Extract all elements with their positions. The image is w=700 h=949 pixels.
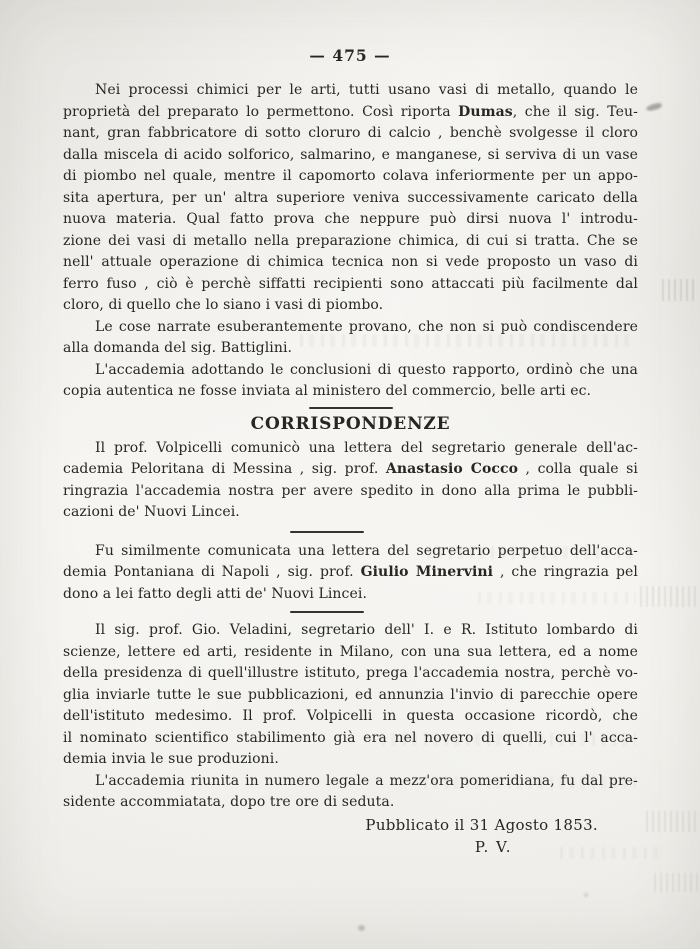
text-line: L'accademia adottando le conclusioni di questo rapporto, ordinò che una bbox=[95, 361, 638, 378]
text-line: cazioni de' Nuovi Lincei. bbox=[63, 504, 240, 520]
author-initials: P. V. bbox=[474, 837, 512, 856]
text-line: dono a lei fatto degli atti de' Nuovi Lincei. bbox=[63, 585, 367, 602]
text-line: di piombo nel quale, mentre il capomorto colava inferiormente per un appo- bbox=[63, 168, 638, 184]
paragraph-1 bbox=[63, 80, 638, 317]
text-line: sita apertura, per un' altra superiore veniva successivamente caricato della bbox=[63, 189, 638, 206]
text-line: ringrazia l'accademia nostra per avere spedito in dono alla prima le pubbli- bbox=[63, 482, 638, 499]
text-line: sidente accommiatata, dopo tre ore di seduta. bbox=[63, 794, 395, 810]
text-line: il nominato scientifico stabilimento già era nel novero di quelli, cui l' acca- bbox=[63, 729, 638, 746]
text-line: copia autentica ne fosse inviata al ministero del commercio, belle arti ec. bbox=[63, 383, 592, 399]
text-line: nant, gran fabbricatore di sotto cloruro di calcio , benchè svolgesse il cloro bbox=[63, 125, 638, 141]
ink-smudge bbox=[646, 102, 663, 112]
paragraph-4 bbox=[63, 438, 638, 524]
text-line: cademia Peloritana di Messina , sig. prof. Anastasio Cocco , colla quale si bbox=[63, 461, 639, 477]
section-heading: CORRISPONDENZE bbox=[250, 413, 451, 434]
text-line: Nei processi chimici per le arti, tutti usano vasi di metallo, quando le bbox=[95, 82, 638, 98]
text-line: Il prof. Volpicelli comunicò una lettera del segretario generale dell'ac- bbox=[95, 439, 638, 456]
paragraph-6 bbox=[63, 620, 638, 771]
publication-date: Pubblicato il 31 Agosto 1853. bbox=[365, 815, 598, 834]
scan-artifact bbox=[646, 811, 698, 832]
text-line: nell' attuale operazione di chimica tecnica non si vede proposto un vaso di bbox=[63, 254, 638, 270]
scan-artifact bbox=[662, 279, 698, 301]
text-line: dalla miscela di acido solforico, salmarino, e manganese, si serviva di un vase bbox=[63, 146, 638, 163]
text-line: alla domanda del sig. Battiglini. bbox=[63, 340, 293, 356]
text-line: Il sig. prof. Gio. Veladini, segretario dell' I. e R. Istituto lombardo di bbox=[95, 622, 638, 638]
section-divider bbox=[309, 407, 393, 409]
scan-artifact bbox=[584, 893, 588, 897]
text-line: L'accademia riunita in numero legale a mezz'ora pomeridiana, fu dal pre- bbox=[95, 772, 638, 789]
paragraph-2 bbox=[63, 317, 638, 360]
page-content bbox=[63, 80, 638, 858]
scan-artifact bbox=[640, 586, 698, 607]
text-line: della presidenza di quell'illustre istituto, prega l'accademia nostra, perchè vo- bbox=[63, 665, 638, 681]
scan-artifact bbox=[358, 925, 365, 931]
text-line: nuova materia. Qual fatto prova che neppure può dirsi nuova l' introdu- bbox=[63, 211, 638, 227]
section-divider bbox=[290, 531, 364, 533]
text-line: glia inviarle tutte le sue pubblicazioni, ed annunzia l'invio di parecchie opere bbox=[63, 686, 638, 703]
page-number: — 475 — bbox=[309, 46, 391, 65]
text-line: dell'istituto medesimo. Il prof. Volpicelli in questa occasione ricordò, che bbox=[63, 708, 638, 724]
text-line: Fu similmente comunicata una lettera del segretario perpetuo dell'acca- bbox=[95, 542, 638, 559]
text-line: demia Pontaniana di Napoli , sig. prof. Giulio Minervini , che ringrazia pel bbox=[63, 564, 638, 580]
text-line: scienze, lettere ed arti, residente in Milano, con una sua lettera, ed a nome bbox=[63, 643, 638, 660]
text-line: Le cose narrate esuberantemente provano, che non si può condiscendere bbox=[95, 318, 638, 335]
text-line: cloro, di quello che lo siano i vasi di piombo. bbox=[63, 297, 384, 313]
text-line: demia invia le sue produzioni. bbox=[63, 751, 279, 767]
paragraph-3 bbox=[63, 360, 638, 403]
text-line: proprietà del preparato lo permettono. Così riporta Dumas, che il sig. Teu- bbox=[63, 103, 638, 120]
scan-artifact bbox=[654, 873, 698, 892]
text-line: ferro fuso , ciò è perchè siffatti recipienti sono attaccati più facilmente dal bbox=[63, 275, 638, 292]
paragraph-5 bbox=[63, 541, 638, 606]
paragraph-7 bbox=[63, 771, 638, 814]
section-divider bbox=[290, 611, 364, 613]
text-line: zione dei vasi di metallo nella preparazione chimica, di cui si tratta. Che se bbox=[63, 232, 638, 249]
